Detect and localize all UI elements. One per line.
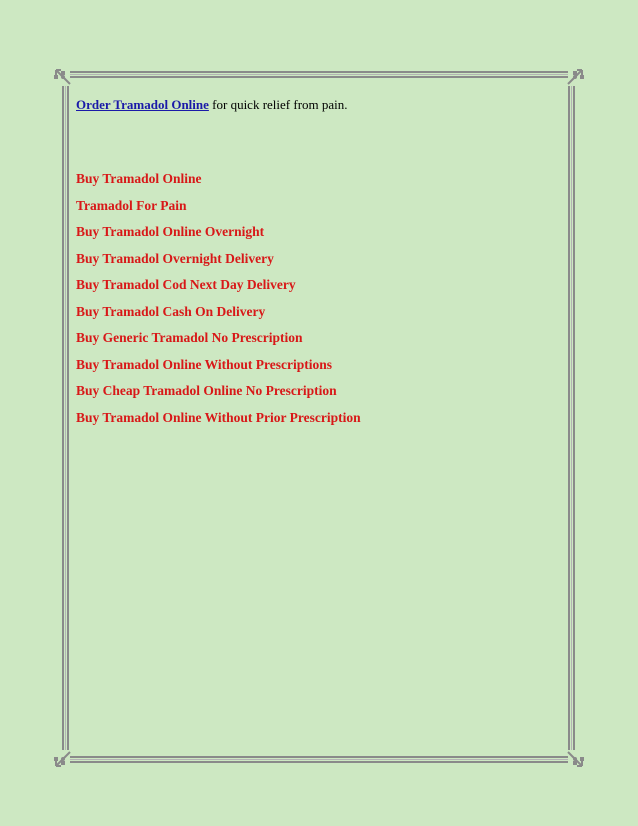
intro-text: for quick relief from pain. [208, 97, 348, 112]
list-item-link[interactable]: Buy Tramadol Cod Next Day Delivery [76, 277, 296, 292]
list-item-link[interactable]: Buy Cheap Tramadol Online No Prescription [76, 383, 337, 398]
list-item-link[interactable]: Buy Generic Tramadol No Prescription [76, 330, 303, 345]
frame-corner-ornament-icon [52, 66, 74, 88]
frame-top-border [70, 71, 568, 78]
frame-left-border [62, 86, 69, 750]
list-item-link[interactable]: Buy Tramadol Online Without Prior Prescription [76, 409, 361, 425]
frame-corner-ornament-icon [52, 748, 74, 770]
intro-paragraph [76, 96, 556, 114]
frame-corner-ornament-icon [564, 66, 586, 88]
list-item-link[interactable]: Buy Tramadol Online [76, 171, 202, 186]
frame-right-border [568, 86, 575, 750]
list-item-link[interactable]: Buy Tramadol Online Overnight [76, 224, 265, 239]
list-item-link[interactable]: Buy Tramadol Cash On Delivery [76, 303, 266, 319]
frame-bottom-border [70, 756, 568, 763]
list-item-link[interactable]: Tramadol For Pain [76, 197, 187, 213]
order-tramadol-link[interactable]: Order Tramadol Online [76, 97, 209, 112]
list-item-link[interactable]: Buy Tramadol Overnight Delivery [76, 250, 274, 266]
frame-corner-ornament-icon [564, 748, 586, 770]
list-item-link[interactable]: Buy Tramadol Online Without Prescriptions [76, 356, 333, 372]
intro-paragraph-container [76, 96, 556, 114]
link-list [76, 166, 361, 431]
